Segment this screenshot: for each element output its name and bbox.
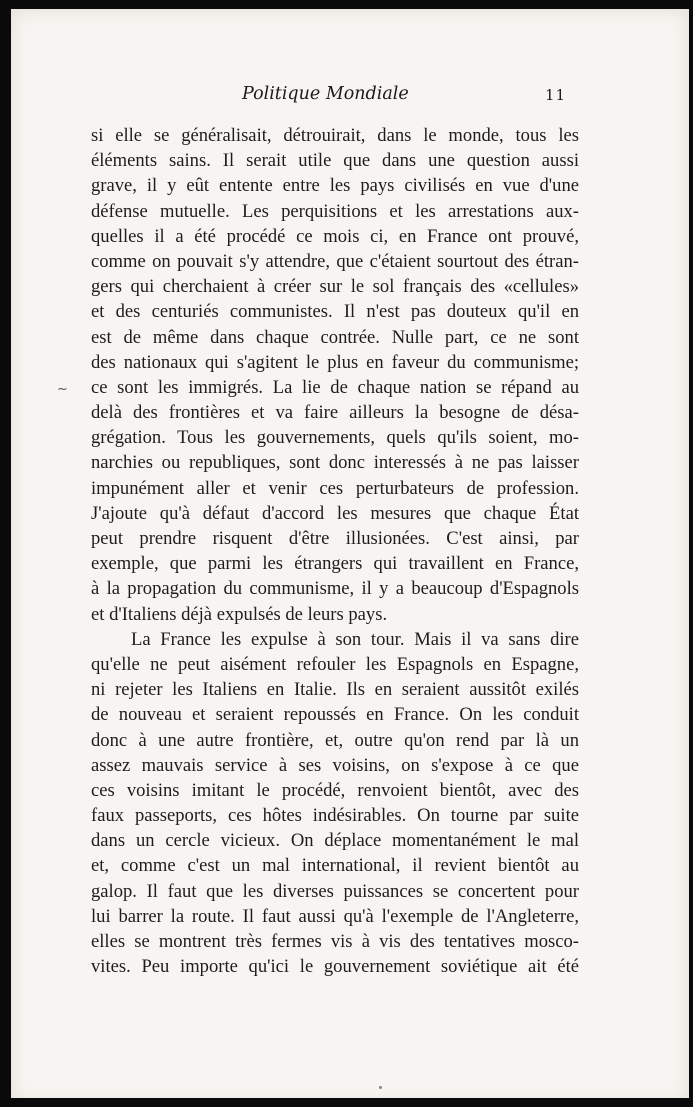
text-line: grave, il y eût entente entre les pays civilisés en vue d'une: [91, 175, 579, 197]
text-line: de nouveau et seraient repoussés en France. On les conduit: [91, 704, 579, 726]
paragraph-1: [91, 123, 579, 627]
text-line: comme on pouvait s'y attendre, que c'étaient sourtout des étran-: [91, 250, 579, 272]
text-line: J'ajoute qu'à défaut d'accord les mesures que chaque État: [91, 502, 579, 524]
text-line: qu'elle ne peut aisément refouler les Espagnols en Espagne,: [91, 653, 579, 675]
text-line: delà des frontières et va faire ailleurs la besogne de désa-: [91, 402, 579, 424]
paragraph-2: [91, 627, 579, 980]
text-line: lui barrer la route. Il faut aussi qu'à l'exemple de l'Angleterre,: [91, 905, 579, 927]
text-line: peut prendre risquent d'être illusionées. C'est ainsi, par: [91, 528, 579, 549]
body-text: [91, 123, 579, 979]
text-line: galop. Il faut que les diverses puissances se concertent pour: [91, 880, 579, 902]
page-header: [11, 84, 689, 110]
margin-annotation: ~: [57, 382, 68, 397]
text-line: La France les expulse à son tour. Mais il va sans dire: [131, 628, 579, 650]
text-line: gers qui cherchaient à créer sur le sol français des «cellules»: [91, 276, 579, 298]
text-line: elles se montrent très fermes vis à vis des tentatives mosco-: [91, 931, 579, 952]
text-line: est de même dans chaque contrée. Nulle part, ce ne sont: [91, 326, 579, 348]
book-page: [11, 9, 689, 1104]
text-line: et, comme c'est un mal international, il revient bientôt au: [91, 855, 579, 877]
scan-bottom-edge: [0, 1098, 693, 1107]
text-line: vites. Peu importe qu'ici le gouvernement soviétique ait été: [91, 956, 579, 978]
text-line: des nationaux qui s'agitent le plus en faveur du communisme;: [91, 351, 579, 373]
text-line: défense mutuelle. Les perquisitions et les arrestations aux-: [91, 200, 579, 222]
running-title: Politique Mondiale: [242, 84, 409, 104]
text-line: faux passeports, ces hôtes indésirables. On tourne par suite: [91, 805, 579, 827]
text-line: ce sont les immigrés. La lie de chaque nation se répand au: [91, 376, 579, 398]
text-line: ces voisins imitant le procédé, renvoient bientôt, avec des: [91, 779, 579, 801]
text-line: et d'Italiens déjà expulsés de leurs pays.: [91, 603, 388, 625]
text-line: exemple, que parmi les étrangers qui travaillent en France,: [91, 553, 579, 575]
text-line: et des centuriés communistes. Il n'est pas douteux qu'il en: [91, 301, 579, 323]
text-line: assez mauvais service à ses voisins, on s'expose à ce que: [91, 754, 579, 776]
text-line: grégation. Tous les gouvernements, quels qu'ils soient, mo-: [91, 427, 579, 449]
text-line: éléments sains. Il serait utile que dans une question aussi: [91, 150, 579, 172]
page-number: 11: [545, 86, 567, 104]
text-line: ni rejeter les Italiens en Italie. Ils en seraient aussitôt exilés: [91, 679, 579, 701]
text-line: si elle se généralisait, détrouirait, dans le monde, tous les: [91, 125, 579, 146]
text-line: narchies ou republiques, sont donc interessés à ne pas laisser: [91, 452, 579, 474]
text-line: dans un cercle vicieux. On déplace momentanément le mal: [91, 830, 579, 852]
text-line: donc à une autre frontière, et, outre qu'on rend par là un: [91, 729, 579, 751]
text-line: impunément aller et venir ces perturbateurs de profession.: [91, 477, 579, 499]
text-line: quelles il a été procédé ce mois ci, en France ont prouvé,: [91, 225, 579, 247]
paper-speck: [379, 1086, 382, 1089]
text-line: à la propagation du communisme, il y a beaucoup d'Espagnols: [91, 578, 579, 600]
